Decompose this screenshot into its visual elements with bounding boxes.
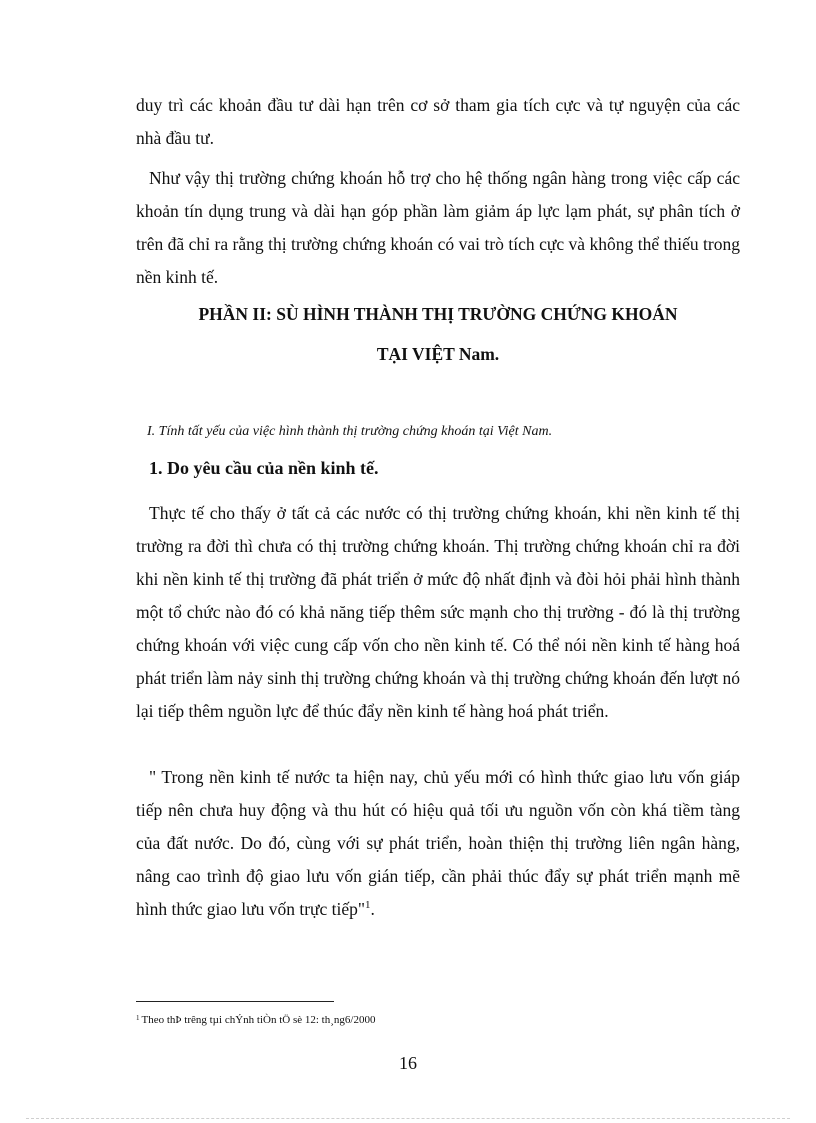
section-heading-i: I. Tính tất yếu của việc hình thành thị trường chứng khoán tại Việt Nam. [147,424,553,439]
paragraph-banking-support: Như vậy thị trường chứng khoán hỗ trợ cho hệ thống ngân hàng trong việc cấp các khoản tín dụng trung và dài hạn góp phần làm giảm áp lực lạm phát, sự phân tích ở trên đã chỉ ra rằng thị trường chứng khoán có vai trò tích cực và không thể thiếu trong nền kinh tế. [136,168,740,287]
quote-text: " Trong nền kinh tế nước ta hiện nay, chủ yếu mới có hình thức giao lưu vốn giáp tiếp nên chưa huy động và thu hút có hiệu quả tối ưu nguồn vốn còn khá tiềm tàng của đất nước. Do đó, cùng với sự phát triển, hoàn thiện thị trường liên ngân hàng, nâng cao trình độ giao lưu vốn gián tiếp, cần phải thúc đẩy sự phát triển mạnh mẽ hình thức giao lưu vốn trực tiếp" [136,767,740,919]
part-title-line1: PHẦN II: SÙ HÌNH THÀNH THỊ TRƯỜNG CHỨNG KHOÁN [198,304,678,324]
part-title-line2: TẠI VIỆT Nam. [376,344,500,364]
footnote-separator [136,1001,334,1002]
page-bottom-border [26,1118,790,1119]
page-number: 16 [399,1053,417,1073]
subsection-heading-1: 1. Do yêu cầu của nền kinh tế. [149,458,379,478]
footnote [136,1014,375,1026]
footnote-reference: 1 [365,899,371,912]
paragraph-quote [136,761,740,926]
footnote-text: Theo thÞ trêng tµi chÝnh tiÒn tÖ sè 12: th¸ng6/2000 [141,1014,376,1026]
quote-end-period: . [370,899,375,919]
paragraph-economy-requirement: Thực tế cho thấy ở tất cả các nước có thị trường chứng khoán, khi nền kinh tế thị trường ra đời thì chưa có thị trường chứng khoán. Thị trường chứng khoán chỉ ra đời khi nền kinh tế thị trường đã phát triển ở mức độ nhất định và đòi hỏi phải hình thành một tổ chức nào đó có khả năng tiếp thêm sức mạnh cho thị trường - đó là thị trường chứng khoán với việc cung cấp vốn cho nền kinh tế. Có thể nói nền kinh tế hàng hoá phát triển làm nảy sinh thị trường chứng khoán và thị trường chứng khoán đến lượt nó lại tiếp thêm nguồn lực để thúc đẩy nền kinh tế hàng hoá phát triển. [136,503,740,721]
paragraph-investment-continuation: duy trì các khoản đầu tư dài hạn trên cơ sở tham gia tích cực và tự nguyện của các nhà đầu tư. [136,95,740,148]
footnote-mark: 1 [136,1014,140,1022]
